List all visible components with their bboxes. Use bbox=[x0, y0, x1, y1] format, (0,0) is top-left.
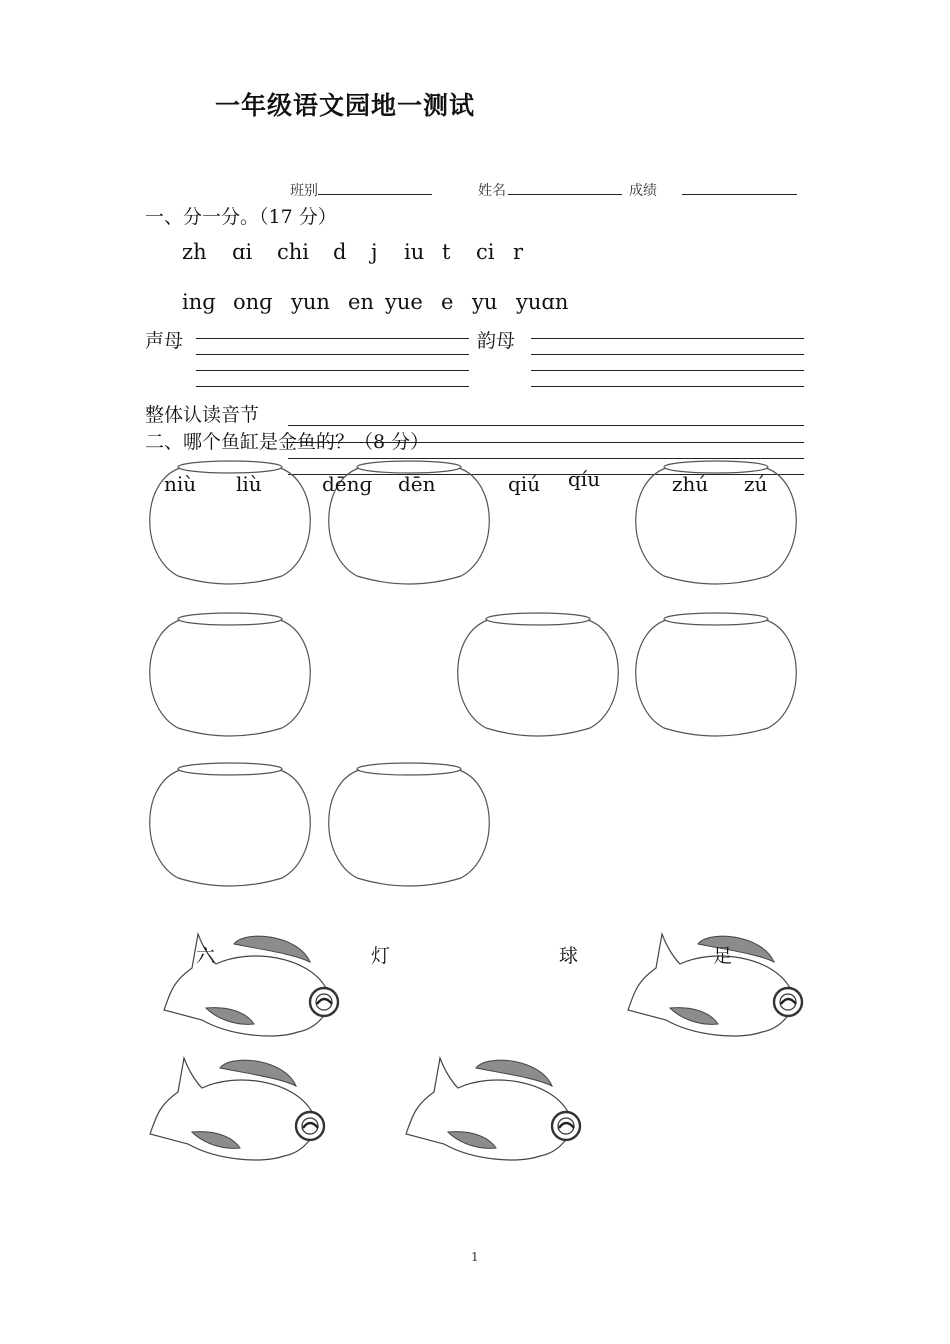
fish-bowl bbox=[323, 760, 495, 888]
section2-heading: 二、哪个鱼缸是金鱼的？（8 分） bbox=[145, 431, 430, 453]
pinyin-item: onɡ bbox=[233, 290, 273, 314]
pinyin-item: r bbox=[513, 240, 524, 264]
zhengti-label: 整体认读音节 bbox=[145, 404, 260, 426]
pinyin-item: inɡ bbox=[182, 290, 216, 314]
page-number: 1 bbox=[471, 1250, 479, 1264]
bowl-word: dēn bbox=[398, 472, 436, 496]
yunmu-label: 韵母 bbox=[477, 330, 516, 352]
pinyin-item: ɑi bbox=[232, 240, 253, 264]
score-label: 成绩 bbox=[629, 183, 657, 199]
pinyin-item: ci bbox=[476, 240, 495, 264]
bowl-word: liù bbox=[236, 472, 262, 496]
fish-illustration bbox=[158, 928, 343, 1048]
shengmu-line[interactable] bbox=[196, 370, 469, 371]
fish-character: 六 bbox=[196, 945, 216, 967]
pinyin-item: e bbox=[441, 290, 454, 314]
zhengti-line[interactable] bbox=[288, 425, 804, 426]
fish-character: 足 bbox=[713, 945, 733, 967]
bowl-word: zhú bbox=[672, 472, 709, 496]
class-label: 班别 bbox=[290, 183, 318, 199]
bowl-word: qiú bbox=[508, 472, 541, 496]
class-blank[interactable] bbox=[318, 194, 432, 195]
pinyin-item: iu bbox=[404, 240, 425, 264]
pinyin-item: en bbox=[348, 290, 374, 314]
fish-character: 球 bbox=[559, 945, 579, 967]
bowl-word: niù bbox=[164, 472, 197, 496]
shengmu-label: 声母 bbox=[145, 330, 184, 352]
bowl-word: qíu bbox=[568, 467, 601, 491]
pinyin-item: zh bbox=[182, 240, 207, 264]
fish-bowl bbox=[630, 610, 802, 738]
section1-heading: 一、分一分。（17 分） bbox=[145, 206, 337, 228]
pinyin-item: yun bbox=[291, 290, 330, 314]
pinyin-item: yue bbox=[385, 290, 423, 314]
fish-illustration bbox=[400, 1052, 585, 1172]
score-blank[interactable] bbox=[682, 194, 797, 195]
pinyin-item: t bbox=[442, 240, 451, 264]
yunmu-line[interactable] bbox=[531, 338, 804, 339]
fish-illustration bbox=[144, 1052, 329, 1172]
pinyin-item: yu bbox=[472, 290, 498, 314]
yunmu-line[interactable] bbox=[531, 370, 804, 371]
page-title: 一年级语文园地一测试 bbox=[215, 91, 476, 120]
shengmu-line[interactable] bbox=[196, 338, 469, 339]
pinyin-item: d bbox=[333, 240, 347, 264]
fish-bowl bbox=[452, 610, 624, 738]
name-label: 姓名 bbox=[478, 183, 506, 199]
fish-bowl bbox=[144, 610, 316, 738]
shengmu-line[interactable] bbox=[196, 386, 469, 387]
bowl-word: zú bbox=[744, 472, 768, 496]
shengmu-line[interactable] bbox=[196, 354, 469, 355]
pinyin-item: yuɑn bbox=[516, 290, 569, 314]
yunmu-line[interactable] bbox=[531, 386, 804, 387]
pinyin-item: chi bbox=[277, 240, 310, 264]
fish-character: 灯 bbox=[371, 945, 391, 967]
fish-bowl bbox=[144, 760, 316, 888]
pinyin-item: j bbox=[371, 240, 378, 264]
bowl-word: dēnɡ bbox=[322, 472, 373, 496]
yunmu-line[interactable] bbox=[531, 354, 804, 355]
fish-bowl bbox=[630, 458, 802, 586]
name-blank[interactable] bbox=[508, 194, 622, 195]
